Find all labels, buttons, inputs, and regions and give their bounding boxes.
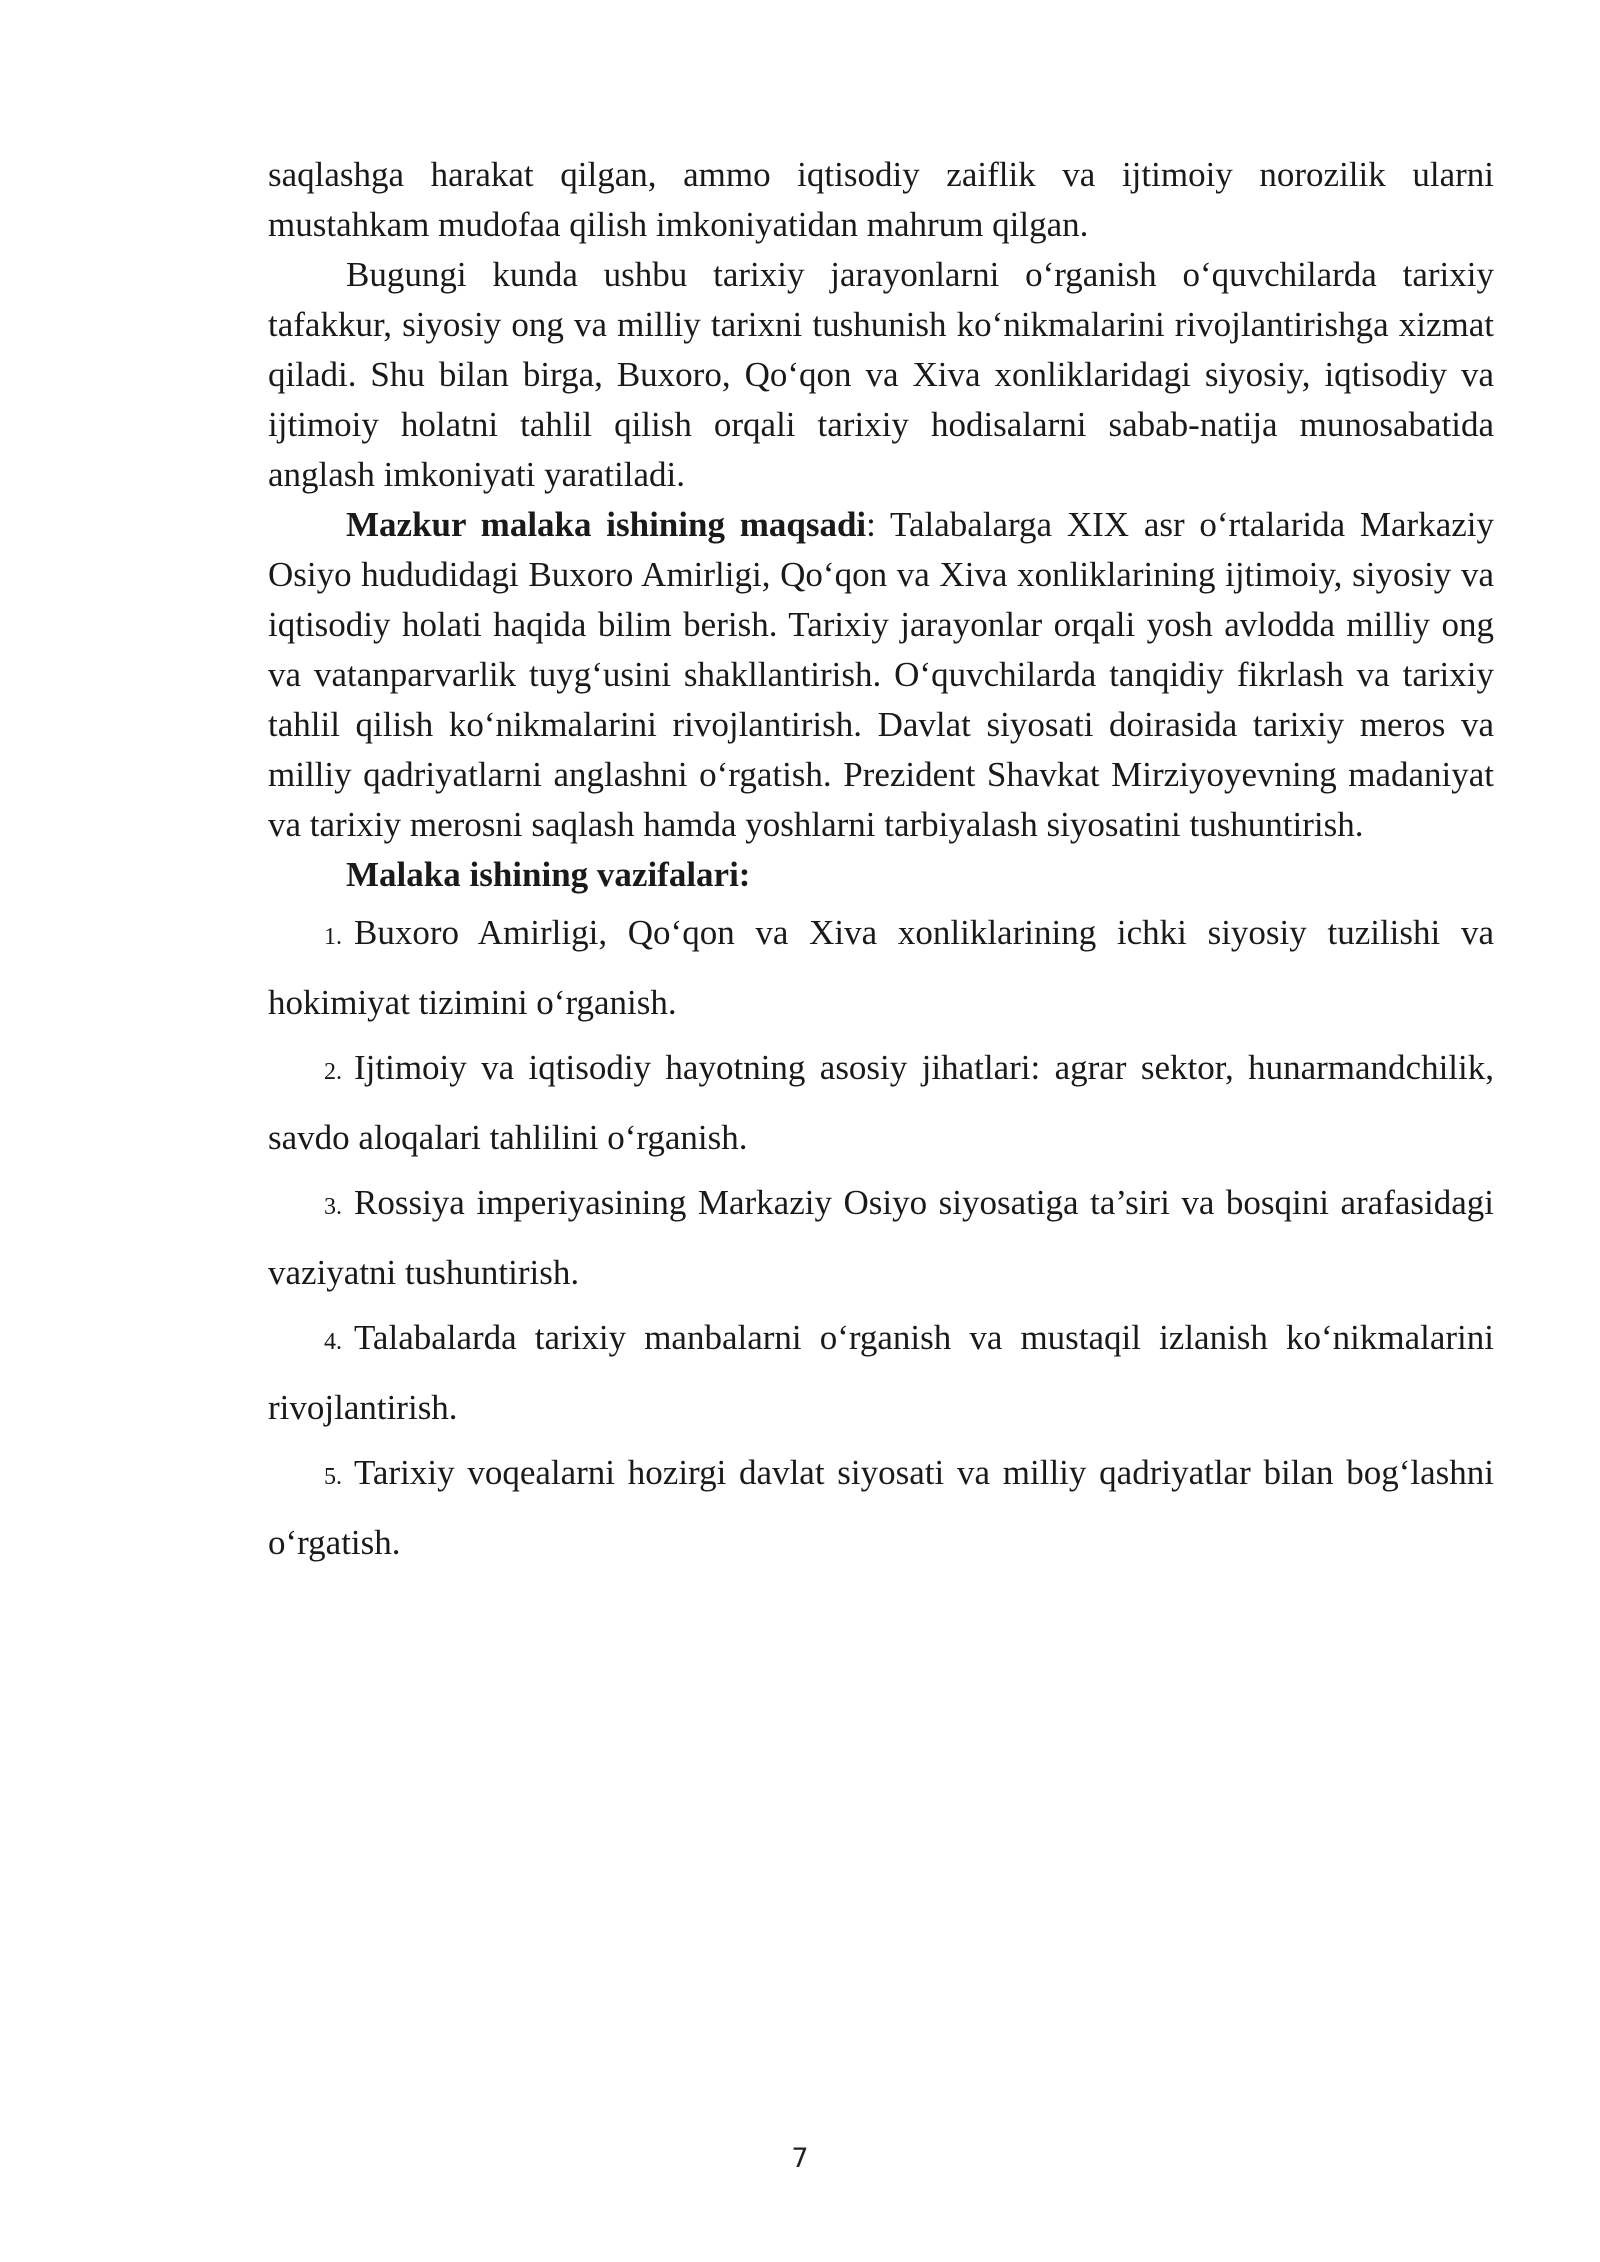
task-text: Talabalarda tarixiy manbalarni o‘rganish va mustaqil izlanish ko‘nikmalarini rivojlantirish. xyxy=(268,1318,1494,1427)
task-text: Buxoro Amirligi, Qo‘qon va Xiva xonliklarining ichki siyosiy tuzilishi va hokimiyat tizimini o‘rganish. xyxy=(268,913,1494,1022)
task-item xyxy=(268,1170,1494,1305)
paragraph-today: Bugungi kunda ushbu tarixiy jarayonlarni o‘rganish o‘quvchilarda tarixiy tafakkur, siyosiy ong va milliy tarixni tushunish ko‘nikmalarini rivojlantirishga xizmat qiladi. Shu bilan birga, Buxoro, Qo‘qon va Xiva xonliklaridagi siyosiy, iqtisodiy va ijtimoiy holatni tahlil qilish orqali tarixiy hodisalarni sabab-natija munosabatida anglash imkoniyati yaratiladi. xyxy=(268,255,1494,494)
page-number: 7 xyxy=(791,2143,809,2174)
task-item xyxy=(268,1440,1494,1575)
task-item xyxy=(268,1035,1494,1170)
task-text: Tarixiy voqealarni hozirgi davlat siyosati va milliy qadriyatlar bilan bog‘lashni o‘rgatish. xyxy=(268,1453,1494,1562)
page-body xyxy=(268,150,1494,1575)
goal-paragraph xyxy=(268,500,1494,850)
goal-heading: Mazkur malaka ishining maqsadi xyxy=(346,505,867,544)
task-number: 2. xyxy=(324,1059,342,1085)
task-text: Ijtimoiy va iqtisodiy hayotning asosiy jihatlari: agrar sektor, hunarmandchilik, savdo aloqalari tahlilini o‘rganish. xyxy=(268,1048,1494,1157)
tasks-list xyxy=(268,900,1494,1575)
paragraph-continuation: saqlashga harakat qilgan, ammo iqtisodiy zaiflik va ijtimoiy norozilik ularni mustahkam mudofaa qilish imkoniyatidan mahrum qilgan. xyxy=(268,155,1494,244)
tasks-heading: Malaka ishining vazifalari: xyxy=(346,855,751,894)
task-number: 4. xyxy=(324,1329,342,1355)
goal-text: : Talabalarga XIX asr o‘rtalarida Markaziy Osiyo hududidagi Buxoro Amirligi, Qo‘qon va Xiva xonliklarining ijtimoiy, siyosiy va iqtisodiy holati haqida bilim berish. Tarixiy jarayonlar orqali yosh avlodda milliy ong va vatanparvarlik tuyg‘usini shakllantirish. O‘quvchilarda tanqidiy fikrlash va tarixiy tahlil qilish ko‘nikmalarini rivojlantirish. Davlat siyosati doirasida tarixiy meros va milliy qadriyatlarni anglashni o‘rgatish. Prezident Shavkat Mirziyoyevning madaniyat va tarixiy merosni saqlash hamda yoshlarni tarbiyalash siyosatini tushuntirish. xyxy=(268,505,1494,844)
task-number: 5. xyxy=(324,1464,342,1490)
task-number: 3. xyxy=(324,1194,342,1220)
task-item xyxy=(268,1305,1494,1440)
task-text: Rossiya imperiyasining Markaziy Osiyo siyosatiga ta’siri va bosqini arafasidagi vaziyatni tushuntirish. xyxy=(268,1183,1494,1292)
task-item xyxy=(268,900,1494,1035)
task-number: 1. xyxy=(324,924,342,950)
